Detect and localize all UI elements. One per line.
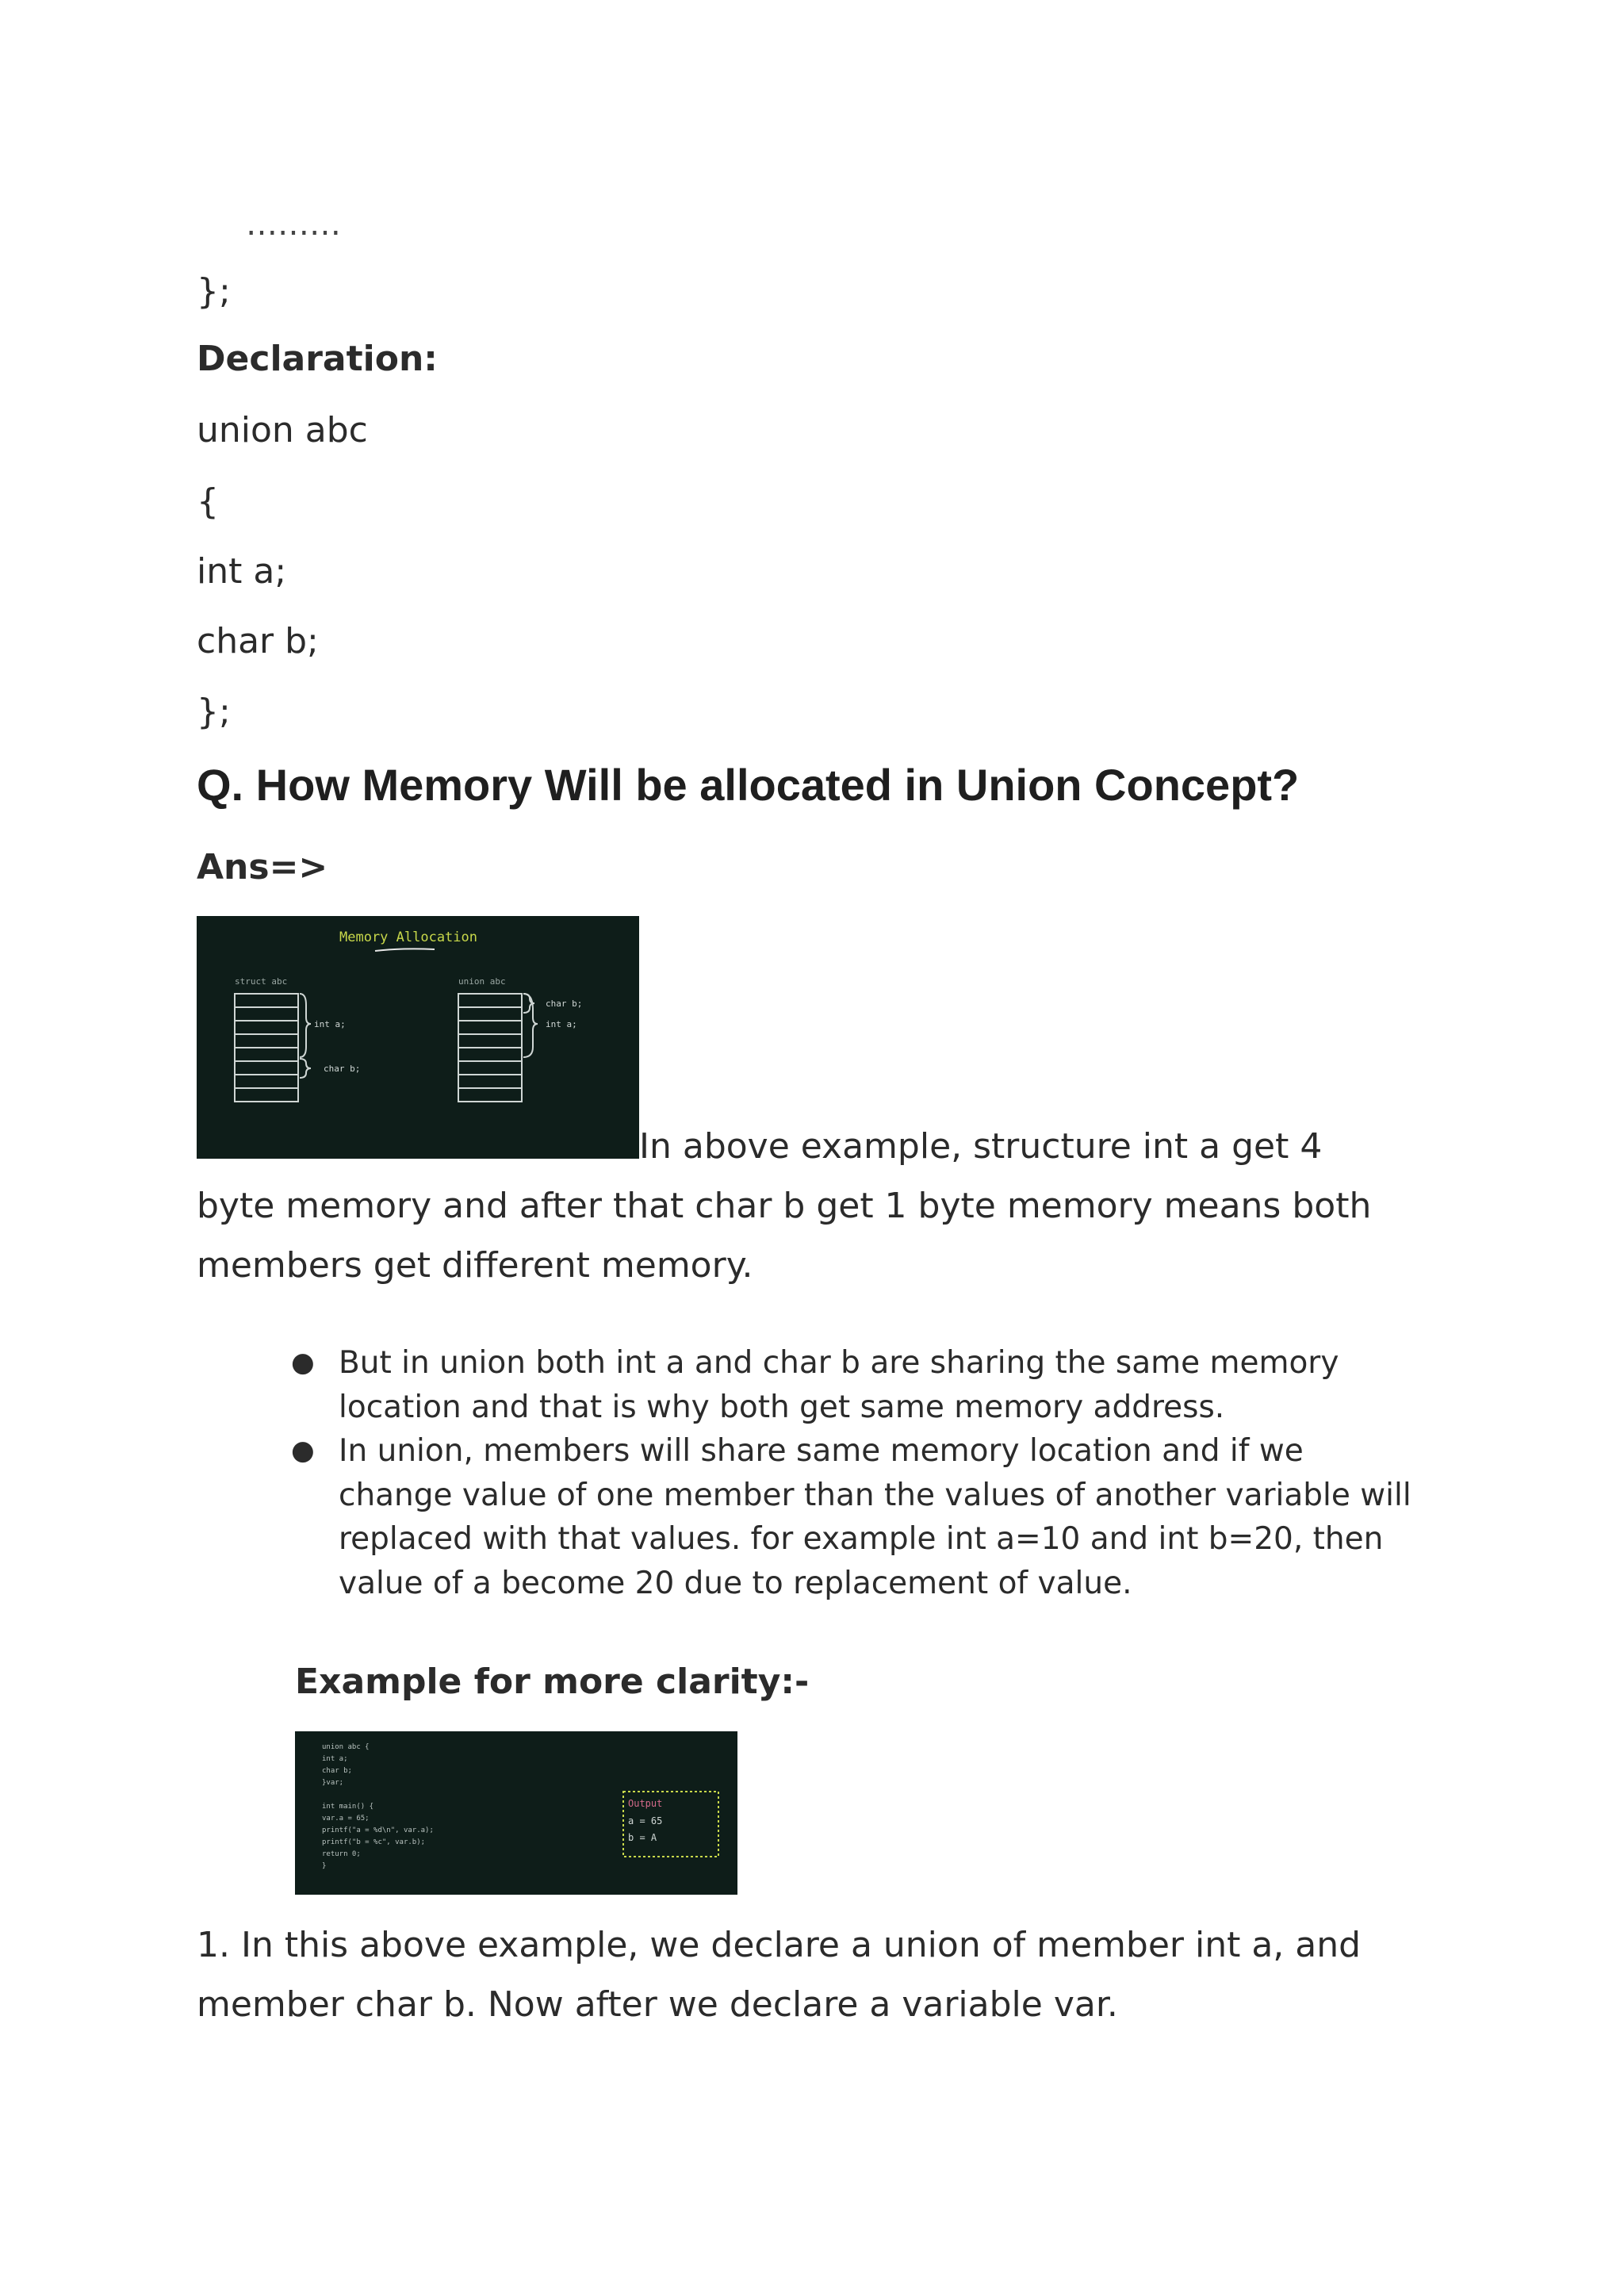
figure-title: Memory Allocation <box>339 930 477 945</box>
struct-memory-cell <box>235 1075 298 1088</box>
declaration-line: union abc <box>197 410 368 450</box>
explanation-line: members get different memory. <box>197 1245 753 1286</box>
union-memory-cell <box>458 1021 522 1034</box>
explanation-line: byte memory and after that char b get 1 byte memory means both <box>197 1186 1372 1226</box>
output-title: Output <box>628 1798 663 1809</box>
declaration-label: Declaration: <box>197 339 438 379</box>
code-ellipsis: ……… <box>246 206 341 243</box>
example-label: Example for more clarity:- <box>295 1662 810 1702</box>
struct-memory-cell <box>235 1034 298 1048</box>
code-line: }var; <box>322 1779 344 1787</box>
explanation-inline: In above example, structure int a get 4 <box>639 1126 1323 1167</box>
union-memory-cell <box>458 1088 522 1102</box>
code-line: } <box>322 1862 327 1870</box>
union-memory-cell <box>458 1034 522 1048</box>
code-line: char b; <box>322 1767 352 1775</box>
declaration-line: }; <box>197 692 231 732</box>
struct-label: struct abc <box>235 976 288 987</box>
list-item <box>291 1341 1411 1429</box>
bullet-list <box>291 1341 1411 1605</box>
final-paragraph-line: 1. In this above example, we declare a union of member int a, and <box>197 1925 1362 1965</box>
code-line: int a; <box>322 1755 348 1763</box>
struct-memory-cell <box>235 1061 298 1075</box>
union-memory-cell <box>458 1007 522 1021</box>
struct-memory-cell <box>235 1088 298 1102</box>
union-memory-cell <box>458 1061 522 1075</box>
union-memory-cell <box>458 994 522 1007</box>
code-line: union abc { <box>322 1743 370 1751</box>
code-close-brace: }; <box>197 271 231 312</box>
declaration-line: char b; <box>197 621 319 661</box>
declaration-line: { <box>197 481 219 522</box>
output-a: a = 65 <box>628 1815 663 1826</box>
code-line: return 0; <box>322 1850 361 1858</box>
question-heading: Q. How Memory Will be allocated in Union Concept? <box>197 760 1300 810</box>
bullet-line: change value of one member than the values of another variable will <box>339 1477 1411 1513</box>
struct-memory-cell <box>235 1021 298 1034</box>
code-line: int main() { <box>322 1803 374 1811</box>
bullet-line: replaced with that values. for example int a=10 and int b=20, then <box>339 1521 1384 1557</box>
memory-allocation-figure <box>197 916 639 1159</box>
struct-memory-cell <box>235 1048 298 1061</box>
list-item <box>291 1429 1411 1605</box>
bullet-dot-icon: ● <box>291 1435 315 1466</box>
struct-int-label: int a; <box>314 1019 346 1029</box>
code-line: printf("b = %c", var.b); <box>322 1838 426 1846</box>
struct-char-label: char b; <box>324 1064 361 1074</box>
union-memory-cell <box>458 1048 522 1061</box>
union-memory-cell <box>458 1075 522 1088</box>
union-label: union abc <box>458 976 506 987</box>
struct-memory-cell <box>235 994 298 1007</box>
bullet-line: value of a become 20 due to replacement of value. <box>339 1565 1132 1601</box>
code-line: var.a = 65; <box>322 1815 370 1823</box>
bullet-line: In union, members will share same memory location and if we <box>339 1433 1304 1469</box>
code-example-figure <box>295 1731 737 1895</box>
struct-memory-cell <box>235 1007 298 1021</box>
bullet-line: But in union both int a and char b are sharing the same memory <box>339 1345 1339 1381</box>
output-b: b = A <box>628 1832 657 1843</box>
union-char-label: char b; <box>546 999 583 1009</box>
bullet-line: location and that is why both get same memory address. <box>339 1389 1225 1425</box>
bullet-dot-icon: ● <box>291 1347 315 1378</box>
union-int-label: int a; <box>546 1019 577 1029</box>
answer-label: Ans=> <box>197 847 328 887</box>
final-paragraph-line: member char b. Now after we declare a variable var. <box>197 1984 1118 2025</box>
declaration-line: int a; <box>197 551 287 592</box>
code-line: printf("a = %d\n", var.a); <box>322 1826 434 1834</box>
